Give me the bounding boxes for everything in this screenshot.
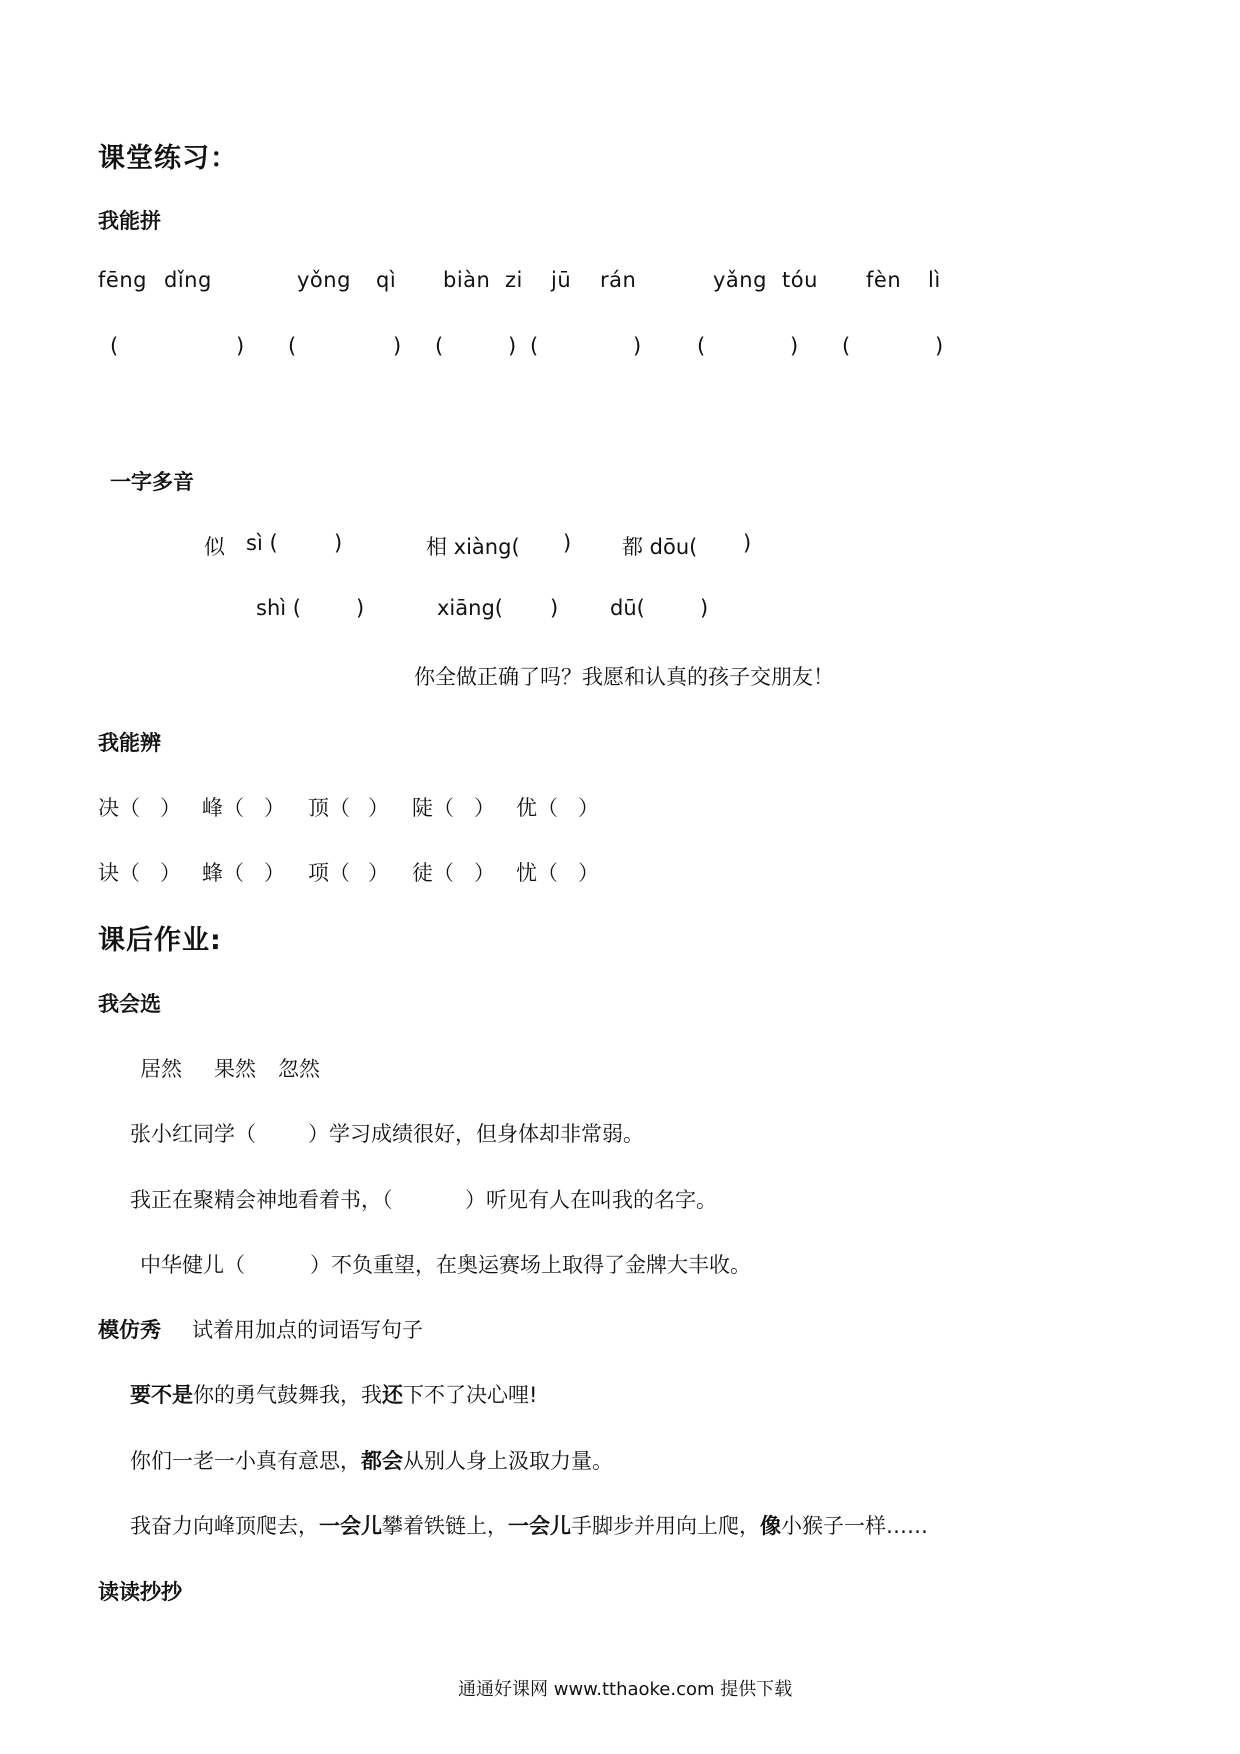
- pinyin-with-paren: xiāng(: [437, 596, 503, 620]
- paren-close: ): [393, 334, 402, 358]
- key-word: 要不是: [130, 1383, 193, 1407]
- pinyin-answer-row: [0, 334, 1240, 364]
- paren-close: ): [935, 334, 944, 358]
- sentence-part: 你们一老一小真有意思，: [130, 1449, 361, 1473]
- character-paren: 项（: [308, 861, 350, 885]
- pinyin-syllable: yǒng: [297, 268, 351, 292]
- sentence-part: 下不了决心哩!: [403, 1383, 538, 1407]
- character-paren: 决（: [98, 796, 140, 820]
- paren-open: (: [530, 334, 539, 358]
- pinyin-syllable: biàn: [443, 268, 491, 292]
- character: 似: [204, 535, 225, 559]
- task-title-polyphone: 一字多音: [110, 470, 194, 494]
- paren-close: ）: [578, 861, 599, 885]
- paren-close: ): [633, 334, 642, 358]
- paren-close: ）: [368, 861, 389, 885]
- paren-open: (: [842, 334, 851, 358]
- sentence-part: 攀着铁链上，: [382, 1514, 508, 1538]
- encouragement-text: 你全做正确了吗？我愿和认真的孩子交朋友！: [414, 665, 834, 689]
- imitate-title-row: [0, 1314, 1240, 1344]
- key-word: 还: [382, 1383, 403, 1407]
- pinyin-syllable: tóu: [782, 268, 818, 292]
- paren-open: (: [110, 334, 119, 358]
- sentence-part: 张小红同学（: [130, 1122, 256, 1146]
- choose-sentence-3: [0, 1249, 1240, 1279]
- task-title-pinyin: 我能拼: [98, 209, 161, 233]
- distinguish-row-2: [0, 857, 1240, 887]
- sentence-part: 小猴子一样……: [781, 1514, 928, 1538]
- paren-close: ): [236, 334, 245, 358]
- pinyin-syllable: fēng: [98, 268, 147, 292]
- paren-open: (: [435, 334, 444, 358]
- pinyin-with-paren: shì (: [256, 596, 301, 620]
- pinyin-syllable: zi: [505, 268, 523, 292]
- pinyin-syllable: qì: [376, 268, 397, 292]
- pinyin-syllable: dǐng: [164, 268, 212, 292]
- character-paren: 优（: [516, 796, 558, 820]
- paren-close: ): [356, 596, 365, 620]
- imitate-sentence-3: [130, 1510, 928, 1540]
- pinyin-syllable: yǎng: [713, 268, 767, 292]
- word-option: 忽然: [278, 1057, 320, 1081]
- key-word: 一会儿: [319, 1514, 382, 1538]
- pinyin-syllable: fèn: [866, 268, 902, 292]
- paren-close: ): [334, 531, 343, 555]
- sentence-part: ）听见有人在叫我的名字。: [465, 1188, 717, 1212]
- pinyin-row: [0, 268, 1240, 298]
- sentence-part: 手脚步并用向上爬，: [571, 1514, 760, 1538]
- task-title-distinguish: 我能辨: [98, 731, 161, 755]
- sentence-part: 我奋力向峰顶爬去，: [130, 1514, 319, 1538]
- section-title-class-practice: 课堂练习：: [98, 143, 238, 174]
- imitate-instruction: 试着用加点的词语写句子: [192, 1318, 423, 1342]
- pinyin-syllable: rán: [600, 268, 637, 292]
- paren-close: ): [790, 334, 799, 358]
- choose-options-row: [0, 1053, 1240, 1083]
- pinyin-syllable: lì: [928, 268, 941, 292]
- paren-close: ): [508, 334, 517, 358]
- character-paren: 徒（: [412, 861, 454, 885]
- paren-close: ）: [264, 796, 285, 820]
- paren-close: ）: [474, 796, 495, 820]
- sentence-part: 我正在聚精会神地看着书，（: [130, 1188, 393, 1212]
- paren-close: ）: [368, 796, 389, 820]
- paren-close: ）: [160, 861, 181, 885]
- pinyin-with-paren: sì (: [246, 531, 278, 555]
- task-title-choose: 我会选: [98, 992, 161, 1016]
- distinguish-row-1: [0, 792, 1240, 822]
- paren-close: ）: [160, 796, 181, 820]
- character-paren: 蜂（: [202, 861, 244, 885]
- task-title-read-copy: 读读抄抄: [98, 1580, 182, 1604]
- sentence-part: 中华健儿（: [140, 1253, 245, 1277]
- footer-source: 通通好课网 www.tthaoke.com 提供下载: [458, 1679, 793, 1700]
- paren-close: ）: [264, 861, 285, 885]
- imitate-sentence-2: [130, 1445, 613, 1475]
- sentence-part: ）学习成绩很好，但身体却非常弱。: [308, 1122, 644, 1146]
- character-paren: 顶（: [308, 796, 350, 820]
- character-paren: 陡（: [412, 796, 454, 820]
- imitate-sentence-1: [130, 1379, 537, 1409]
- key-word: 一会儿: [508, 1514, 571, 1538]
- paren-close: ): [743, 531, 752, 555]
- choose-sentence-1: [0, 1118, 1240, 1148]
- pinyin-syllable: jū: [551, 268, 572, 292]
- paren-close: ): [563, 531, 572, 555]
- character-with-pinyin: 相 xiàng(: [426, 535, 520, 559]
- character-paren: 诀（: [98, 861, 140, 885]
- choose-sentence-2: [0, 1184, 1240, 1214]
- character-paren: 峰（: [202, 796, 244, 820]
- key-word: 像: [760, 1514, 781, 1538]
- paren-close: ): [700, 596, 709, 620]
- paren-close: ）: [578, 796, 599, 820]
- sentence-part: 你的勇气鼓舞我，我: [193, 1383, 382, 1407]
- polyphone-row-1: [0, 531, 1240, 561]
- character-paren: 忧（: [516, 861, 558, 885]
- word-option: 居然: [140, 1057, 182, 1081]
- sentence-part: 从别人身上汲取力量。: [403, 1449, 613, 1473]
- polyphone-row-2: [0, 596, 1240, 626]
- character-with-pinyin: 都 dōu(: [622, 535, 698, 559]
- key-word: 都会: [361, 1449, 403, 1473]
- word-option: 果然: [214, 1057, 256, 1081]
- pinyin-with-paren: dū(: [610, 596, 645, 620]
- paren-open: (: [288, 334, 297, 358]
- paren-open: (: [697, 334, 706, 358]
- paren-close: ): [550, 596, 559, 620]
- paren-close: ）: [474, 861, 495, 885]
- task-title-imitate: 模仿秀: [98, 1318, 161, 1342]
- sentence-part: ）不负重望，在奥运赛场上取得了金牌大丰收。: [310, 1253, 751, 1277]
- section-title-homework: 课后作业:: [98, 925, 222, 956]
